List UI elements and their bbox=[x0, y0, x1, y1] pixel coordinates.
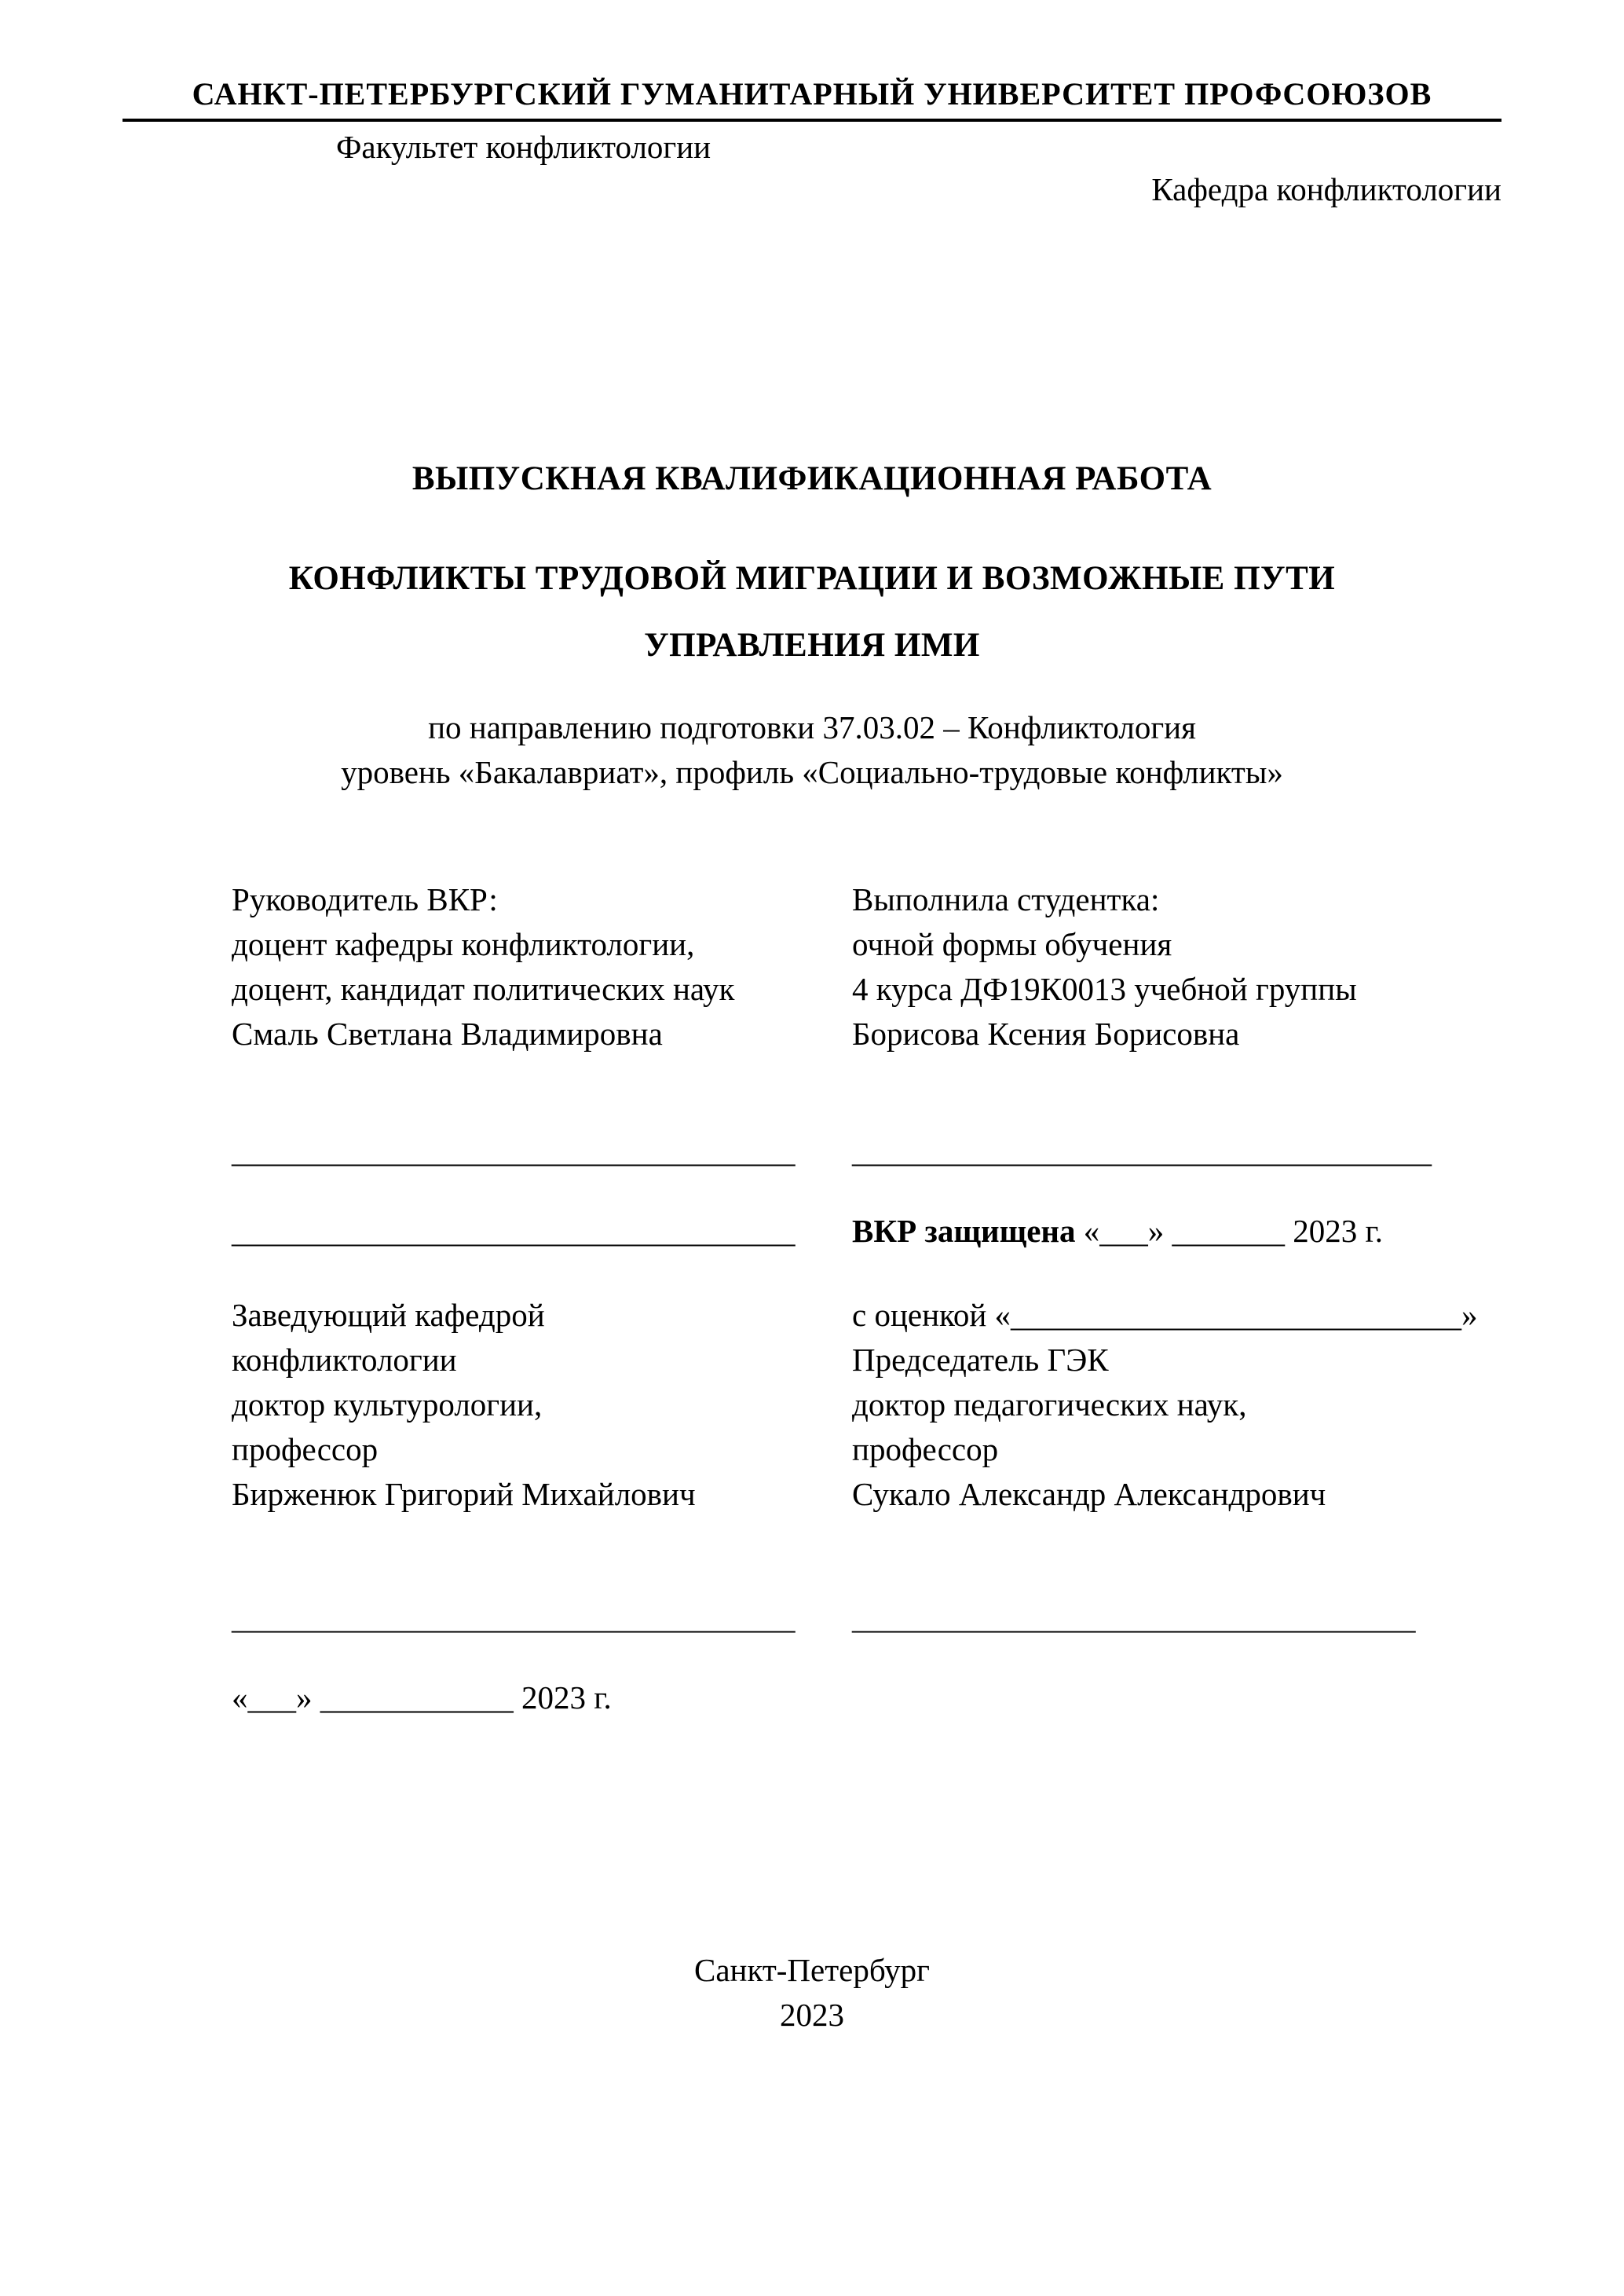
faculty-line: Факультет конфликтологии bbox=[336, 129, 711, 165]
signature-row-3 bbox=[232, 1595, 1516, 1640]
supervisor-position-1: доцент кафедры конфликтологии, bbox=[232, 926, 695, 962]
student-name: Борисова Ксения Борисовна bbox=[852, 1016, 1240, 1052]
grade-blank-line: с оценкой «____________________________» bbox=[852, 1297, 1478, 1333]
chair-signature-line: ___________________________________ bbox=[852, 1599, 1416, 1635]
supervisor-position-2: доцент, кандидат политических наук bbox=[232, 971, 735, 1007]
supervisor-name: Смаль Светлана Владимировна bbox=[232, 1016, 663, 1052]
student-signature-line: ____________________________________ bbox=[852, 1133, 1432, 1169]
head-signature-line-2: ___________________________________ bbox=[232, 1599, 796, 1635]
head-name: Бирженюк Григорий Михайлович bbox=[232, 1476, 696, 1512]
defense-line bbox=[852, 1209, 1516, 1254]
chair-degree: доктор педагогических наук, bbox=[852, 1386, 1247, 1423]
chair-title: Председатель ГЭК bbox=[852, 1342, 1109, 1378]
student-group: 4 курса ДФ19К0013 учебной группы bbox=[852, 971, 1357, 1007]
thesis-title-line-1: КОНФЛИКТЫ ТРУДОВОЙ МИГРАЦИИ И ВОЗМОЖНЫЕ ПУТИ bbox=[288, 560, 1336, 597]
thesis-title-line-2: УПРАВЛЕНИЯ ИМИ bbox=[644, 627, 980, 664]
department-line: Кафедра конфликтологии bbox=[1151, 171, 1501, 207]
supervisor-role: Руководитель ВКР: bbox=[232, 881, 498, 917]
footer bbox=[0, 1948, 1624, 2038]
head-of-department-block bbox=[232, 1293, 852, 1517]
student-study-form: очной формы обучения bbox=[852, 926, 1172, 962]
university-name: САНКТ-ПЕТЕРБУРГСКИЙ ГУМАНИТАРНЫЙ УНИВЕРСИТЕТ ПРОФСОЮЗОВ bbox=[192, 76, 1432, 112]
defense-label: ВКР защищена bbox=[852, 1213, 1076, 1249]
thesis-title bbox=[0, 545, 1624, 679]
head-title-2: конфликтологии bbox=[232, 1342, 457, 1378]
program-block bbox=[0, 705, 1624, 795]
footer-year: 2023 bbox=[780, 1997, 844, 2033]
footer-city: Санкт-Петербург bbox=[694, 1952, 930, 1988]
student-role: Выполнила студентка: bbox=[852, 881, 1160, 917]
participants-block bbox=[232, 877, 1516, 1056]
signature-row-2 bbox=[232, 1209, 1516, 1254]
head-date-line: «___» ____________ 2023 г. bbox=[232, 1679, 612, 1716]
supervisor-block bbox=[232, 877, 852, 1056]
work-type-heading: ВЫПУСКНАЯ КВАЛИФИКАЦИОННАЯ РАБОТА bbox=[411, 460, 1213, 497]
committee-chair-block bbox=[852, 1293, 1516, 1517]
head-title-1: Заведующий кафедрой bbox=[232, 1297, 545, 1333]
student-block bbox=[852, 877, 1516, 1056]
head-rank: профессор bbox=[232, 1431, 379, 1467]
supervisor-signature-line: ___________________________________ bbox=[232, 1133, 796, 1169]
level-line: уровень «Бакалавриат», профиль «Социально-трудовые конфликты» bbox=[341, 754, 1283, 790]
chair-name: Сукало Александр Александрович bbox=[852, 1476, 1326, 1512]
university-header bbox=[123, 75, 1501, 122]
head-signature-line-1: ___________________________________ bbox=[232, 1213, 796, 1249]
approval-block bbox=[232, 1293, 1516, 1517]
defense-date-blank: «___» _______ 2023 г. bbox=[1083, 1213, 1383, 1249]
signature-row-1 bbox=[232, 1129, 1516, 1174]
program-line: по направлению подготовки 37.03.02 – Конфликтология bbox=[428, 709, 1196, 745]
head-degree: доктор культурологии, bbox=[232, 1386, 543, 1423]
chair-rank: профессор bbox=[852, 1431, 999, 1467]
